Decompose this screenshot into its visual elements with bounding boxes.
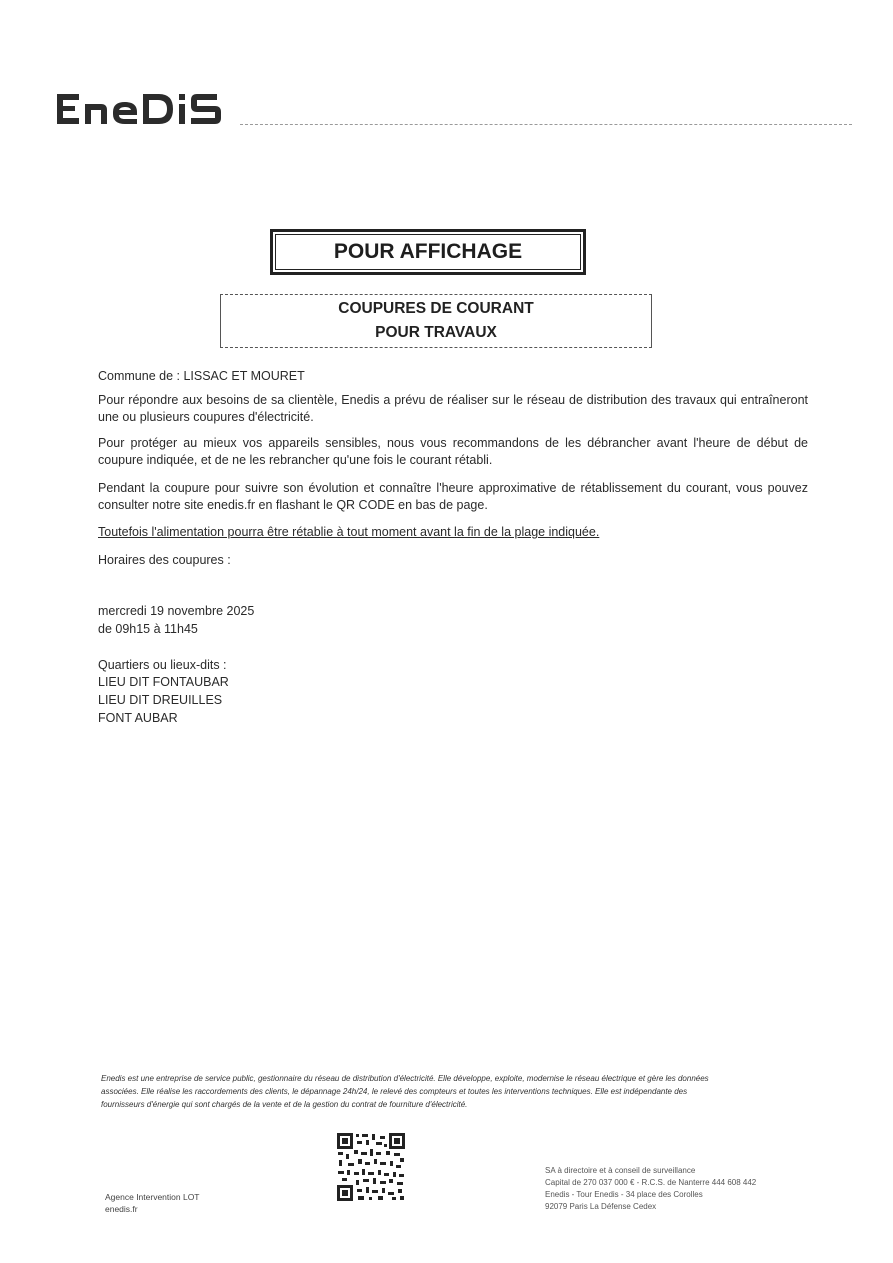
place-item: LIEU DIT DREUILLES: [98, 693, 223, 707]
enedis-logo-icon: [57, 86, 237, 130]
legal-line: SA à directoire et à conseil de surveillance: [545, 1166, 696, 1175]
footer-info-line: Enedis est une entreprise de service public, gestionnaire du réseau de distribution d'électricité. Elle développe, exploite, modernise le réseau électrique et gère les données: [101, 1074, 709, 1083]
coupures-title-line1: COUPURES DE COURANT: [338, 300, 534, 317]
warning-text: Toutefois l'alimentation pourra être rétablie à tout moment avant la fin de la plage indiquée.: [98, 525, 600, 539]
paragraph-2: Pour protéger au mieux vos appareils sensibles, nous vous recommandons de les débrancher avant l'heure de début de coupure indiquée, et de ne les rebrancher qu'une fois le courant rétabli.: [98, 436, 808, 467]
agency-name: Agence Intervention LOT: [105, 1192, 200, 1202]
warning-line: [98, 524, 808, 541]
header-divider: [240, 124, 852, 125]
paragraph-3: Pendant la coupure pour suivre son évolution et connaître l'heure approximative de rétablissement du courant, vous pouvez consulter notre site enedis.fr en flashant le QR CODE en bas de page.: [98, 481, 808, 512]
commune-line: Commune de : LISSAC ET MOURET: [98, 369, 305, 383]
coupures-title-line2: POUR TRAVAUX: [375, 324, 497, 341]
schedule-time: de 09h15 à 11h45: [98, 622, 198, 636]
footer-info: [101, 1072, 771, 1111]
enedis-logo: [57, 86, 237, 130]
legal-block: [545, 1165, 756, 1213]
places-label: Quartiers ou lieux-dits :: [98, 658, 227, 672]
legal-line: Enedis - Tour Enedis - 34 place des Corolles: [545, 1190, 703, 1199]
pour-affichage-box: [270, 229, 586, 275]
agency-website[interactable]: enedis.fr: [105, 1204, 138, 1214]
footer-info-line: fournisseurs d'énergie qui sont chargés de la vente et de la gestion du contrat de fourniture d'électricité.: [101, 1100, 468, 1109]
schedule-date: mercredi 19 novembre 2025: [98, 604, 255, 618]
agency-block: [105, 1191, 200, 1215]
paragraph-1: Pour répondre aux besoins de sa clientèle, Enedis a prévu de réaliser sur le réseau de distribution des travaux qui entraîneront une ou plusieurs coupures d'électricité.: [98, 393, 808, 424]
legal-line: 92079 Paris La Défense Cedex: [545, 1202, 657, 1211]
coupures-box: [220, 294, 652, 348]
footer-info-line: associées. Elle réalise les raccordements des clients, le dépannage 24h/24, le relevé des compteurs et toutes les interventions techniques. Elle est indépendante des: [101, 1087, 688, 1096]
place-item: LIEU DIT FONTAUBAR: [98, 675, 229, 689]
qr-code[interactable]: [336, 1132, 406, 1202]
place-item: FONT AUBAR: [98, 711, 178, 725]
qr-code-icon: [336, 1132, 406, 1202]
schedule-label: Horaires des coupures :: [98, 553, 231, 567]
legal-line: Capital de 270 037 000 € - R.C.S. de Nanterre 444 608 442: [545, 1178, 757, 1187]
pour-affichage-title: POUR AFFICHAGE: [333, 240, 523, 263]
